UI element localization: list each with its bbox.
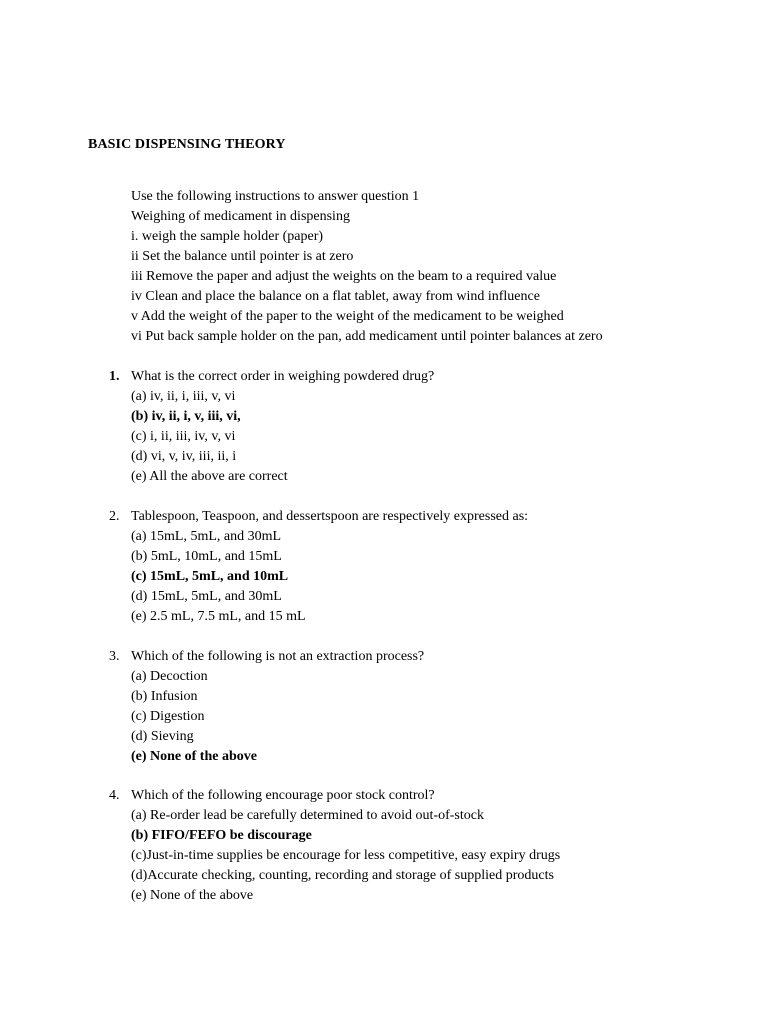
question-number: 1.: [109, 369, 120, 384]
question-number: 2.: [109, 509, 120, 524]
question-text: Which of the following encourage poor stock control?: [131, 788, 435, 803]
question-2: [109, 507, 528, 627]
instruction-line: Weighing of medicament in dispensing: [131, 209, 350, 224]
option-b-correct: (b) FIFO/FEFO be discourage: [131, 828, 312, 843]
option-a: (a) 15mL, 5mL, and 30mL: [131, 529, 282, 544]
question-4: [109, 786, 560, 906]
option-e-correct: (e) None of the above: [131, 749, 257, 764]
question-3: [109, 647, 424, 767]
options-list: [131, 667, 424, 767]
options-list: [131, 387, 434, 487]
document-title: BASIC DISPENSING THEORY: [88, 137, 286, 152]
option-e: (e) 2.5 mL, 7.5 mL, and 15 mL: [131, 609, 306, 624]
option-b: (b) 5mL, 10mL, and 15mL: [131, 549, 282, 564]
option-c: (c)Just-in-time supplies be encourage for less competitive, easy expiry drugs: [131, 848, 561, 863]
option-c: (c) i, ii, iii, iv, v, vi: [131, 429, 236, 444]
option-d: (d) 15mL, 5mL, and 30mL: [131, 589, 282, 604]
option-c: (c) Digestion: [131, 709, 205, 724]
option-b-correct: (b) iv, ii, i, v, iii, vi,: [131, 409, 241, 424]
option-a: (a) Decoction: [131, 669, 208, 684]
instruction-line: v Add the weight of the paper to the weight of the medicament to be weighed: [131, 309, 564, 324]
instructions-block: [131, 187, 603, 347]
instruction-line: vi Put back sample holder on the pan, add medicament until pointer balances at zero: [131, 329, 603, 344]
options-list: [131, 806, 560, 906]
instruction-line: ii Set the balance until pointer is at zero: [131, 249, 354, 264]
option-e: (e) None of the above: [131, 888, 254, 903]
question-text: What is the correct order in weighing powdered drug?: [131, 369, 435, 384]
options-list: [131, 527, 528, 627]
instruction-line: i. weigh the sample holder (paper): [131, 229, 324, 244]
option-d: (d) Sieving: [131, 729, 194, 744]
question-1: [109, 367, 434, 487]
option-e: (e) All the above are correct: [131, 469, 288, 484]
instruction-line: Use the following instructions to answer question 1: [131, 189, 420, 204]
instruction-line: iv Clean and place the balance on a flat tablet, away from wind influence: [131, 289, 540, 304]
option-a: (a) Re-order lead be carefully determined to avoid out-of-stock: [131, 808, 484, 823]
question-number: 4.: [109, 788, 120, 803]
instruction-line: iii Remove the paper and adjust the weights on the beam to a required value: [131, 269, 557, 284]
option-b: (b) Infusion: [131, 689, 198, 704]
question-text: Tablespoon, Teaspoon, and dessertspoon are respectively expressed as:: [131, 509, 529, 524]
option-d: (d)Accurate checking, counting, recording and storage of supplied products: [131, 868, 554, 883]
option-c-correct: (c) 15mL, 5mL, and 10mL: [131, 569, 289, 584]
option-a: (a) iv, ii, i, iii, v, vi: [131, 389, 236, 404]
question-number: 3.: [109, 649, 120, 664]
option-d: (d) vi, v, iv, iii, ii, i: [131, 449, 237, 464]
question-text: Which of the following is not an extraction process?: [131, 649, 425, 664]
